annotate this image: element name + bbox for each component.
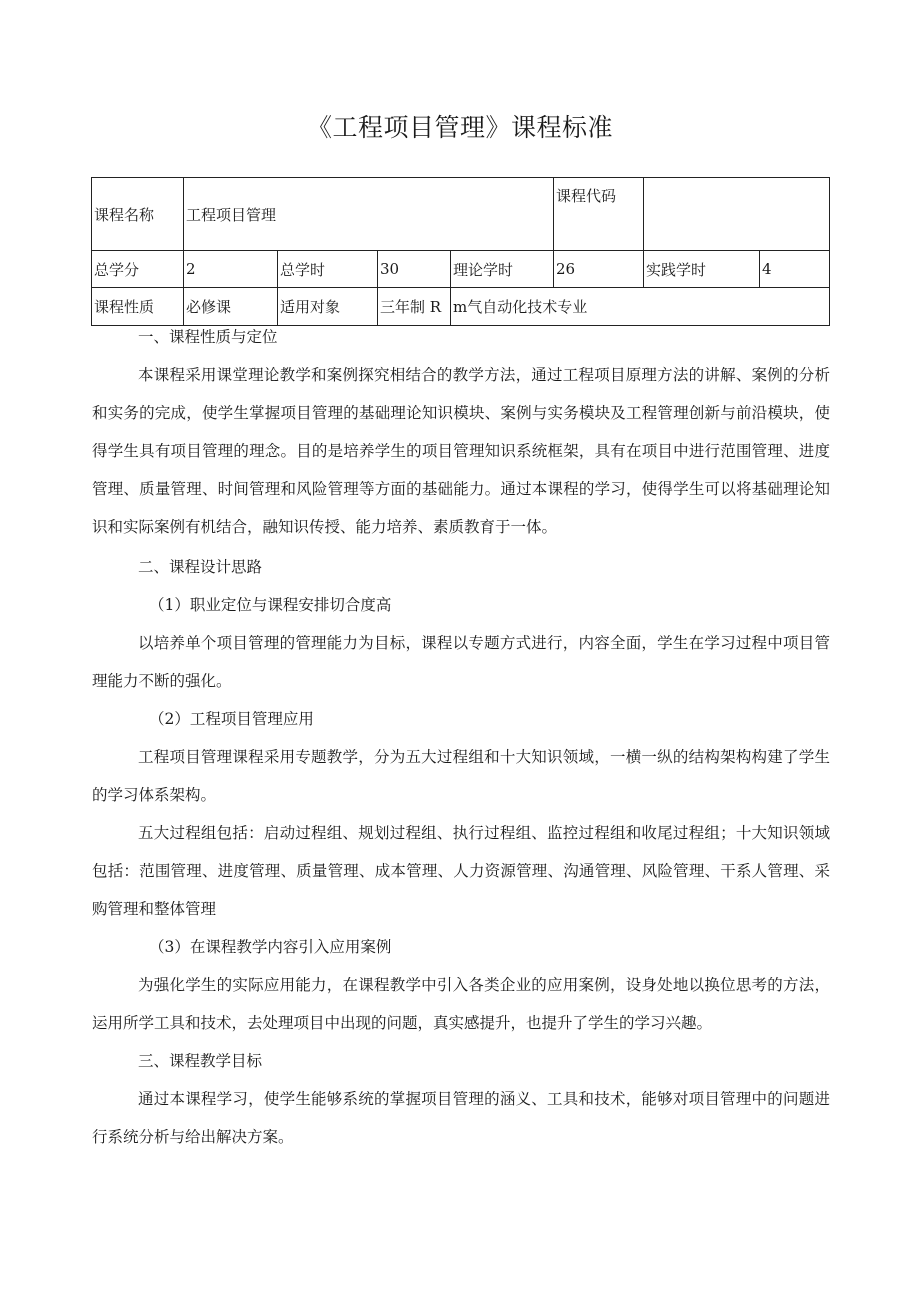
section-2-paragraph-3: 五大过程组包括：启动过程组、规划过程组、执行过程组、监控过程组和收尾过程组；十大知识领域包括：范围管理、进度管理、质量管理、成本管理、人力资源管理、沟通管理、风险管理、干系人管理、采购管理和整体管理 [92, 824, 830, 918]
course-name-label: 课程名称 [92, 178, 184, 251]
course-code-value [644, 178, 830, 251]
document-title: 《工程项目管理》课程标准 [306, 113, 613, 142]
audience-value-b: m气自动化技术专业 [451, 288, 830, 326]
course-name-value: 工程项目管理 [184, 178, 554, 251]
nature-label: 课程性质 [92, 288, 184, 326]
section-heading-2: 二、课程设计思路 [138, 558, 263, 576]
course-code-label: 课程代码 [554, 178, 644, 251]
table-row [92, 178, 830, 251]
hours-label: 总学时 [278, 251, 378, 288]
credits-label: 总学分 [92, 251, 184, 288]
document-body [92, 318, 830, 1156]
hours-value: 30 [378, 251, 451, 288]
section-2-paragraph-1: 以培养单个项目管理的管理能力为目标，课程以专题方式进行，内容全面，学生在学习过程中项目管理能力不断的强化。 [92, 634, 830, 690]
nature-value: 必修课 [184, 288, 278, 326]
credits-value: 2 [184, 251, 278, 288]
theory-hours-value: 26 [554, 251, 644, 288]
theory-hours-label: 理论学时 [451, 251, 554, 288]
section-heading-3: 三、课程教学目标 [138, 1052, 263, 1070]
course-info-table [91, 177, 830, 326]
section-2-paragraph-2: 工程项目管理课程采用专题教学，分为五大过程组和十大知识领域，一横一纵的结构架构构建了学生的学习体系架构。 [92, 748, 830, 804]
section-1-paragraph: 本课程采用课堂理论教学和案例探究相结合的教学方法，通过工程项目原理方法的讲解、案例的分析和实务的完成，使学生掌握项目管理的基础理论知识模块、案例与实务模块及工程管理创新与前沿模块，使得学生具有项目管理的理念。目的是培养学生的项目管理知识系统框架，具有在项目中进行范围管理、进度管理、质量管理、时间管理和风险管理等方面的基础能力。通过本课程的学习，使得学生可以将基础理论知识和实际案例有机结合，融知识传授、能力培养、素质教育于一体。 [92, 366, 830, 536]
section-heading-1: 一、课程性质与定位 [138, 328, 278, 346]
table-row [92, 251, 830, 288]
practice-hours-value: 4 [760, 251, 830, 288]
practice-hours-label: 实践学时 [644, 251, 760, 288]
section-3-paragraph: 通过本课程学习，使学生能够系统的掌握项目管理的涵义、工具和技术，能够对项目管理中的问题进行系统分析与给出解决方案。 [92, 1090, 830, 1146]
section-2-paragraph-4: 为强化学生的实际应用能力，在课程教学中引入各类企业的应用案例，设身处地以换位思考的方法，运用所学工具和技术，去处理项目中出现的问题，真实感提升，也提升了学生的学习兴趣。 [92, 976, 830, 1032]
subheading-3: （3）在课程教学内容引入应用案例 [149, 938, 392, 956]
subheading-2: （2）工程项目管理应用 [149, 710, 314, 728]
audience-label: 适用对象 [278, 288, 378, 326]
audience-value-a: 三年制 R [378, 288, 451, 326]
subheading-1: （1）职业定位与课程安排切合度高 [149, 596, 392, 614]
